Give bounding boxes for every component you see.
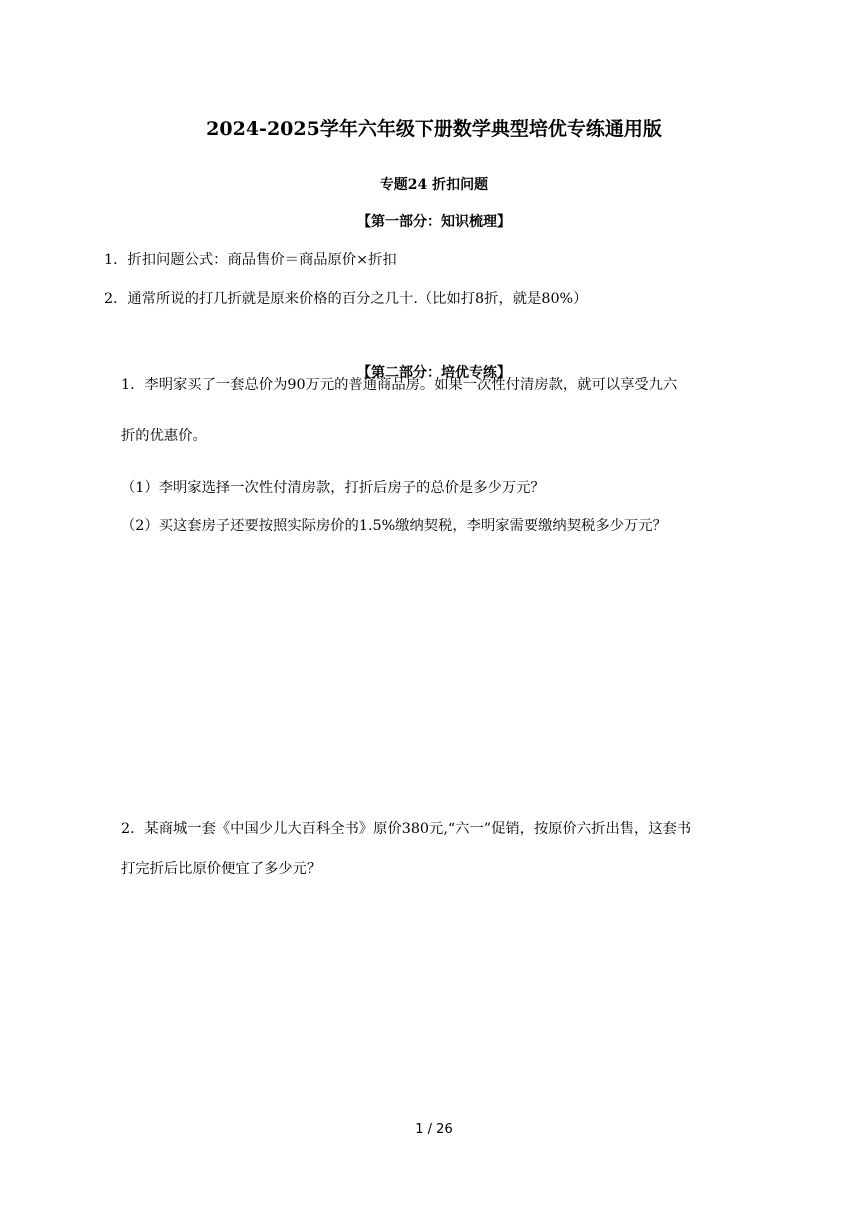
question-1-subquestion-2: （2）买这套房子还要按照实际房价的1.5%缴纳契税，李明家需要缴纳契税多少万元？: [121, 518, 667, 534]
knowledge-item-2: 2．通常所说的打几折就是原来价格的百分之几十.（比如打8折，就是80%）: [104, 291, 588, 307]
knowledge-item-1: 1．折扣问题公式：商品售价＝商品原价×折扣: [104, 252, 397, 268]
page-number: 1 / 26: [415, 1122, 453, 1137]
topic-subtitle: 专题24 折扣问题: [379, 177, 489, 193]
section-heading-practice: 【第二部分：培优专练】: [357, 365, 511, 381]
section-heading-knowledge: 【第一部分：知识梳理】: [357, 214, 511, 230]
question-1-subquestion-1: （1）李明家选择一次性付清房款，打折后房子的总价是多少万元？: [121, 480, 545, 496]
question-1-text-line-2: 折的优惠价。: [121, 428, 207, 444]
question-1-text-line-1: 1．李明家买了一套总价为90万元的普通商品房。如果一次性付清房款，就可以享受九六: [121, 377, 678, 393]
question-2-text-line-1: 2．某商城一套《中国少儿大百科全书》原价380元,“六一”促销，按原价六折出售，这套书: [121, 821, 692, 837]
document-title: 2024-2025学年六年级下册数学典型培优专练通用版: [206, 118, 662, 140]
question-2-text-line-2: 打完折后比原价便宜了多少元？: [121, 861, 322, 877]
